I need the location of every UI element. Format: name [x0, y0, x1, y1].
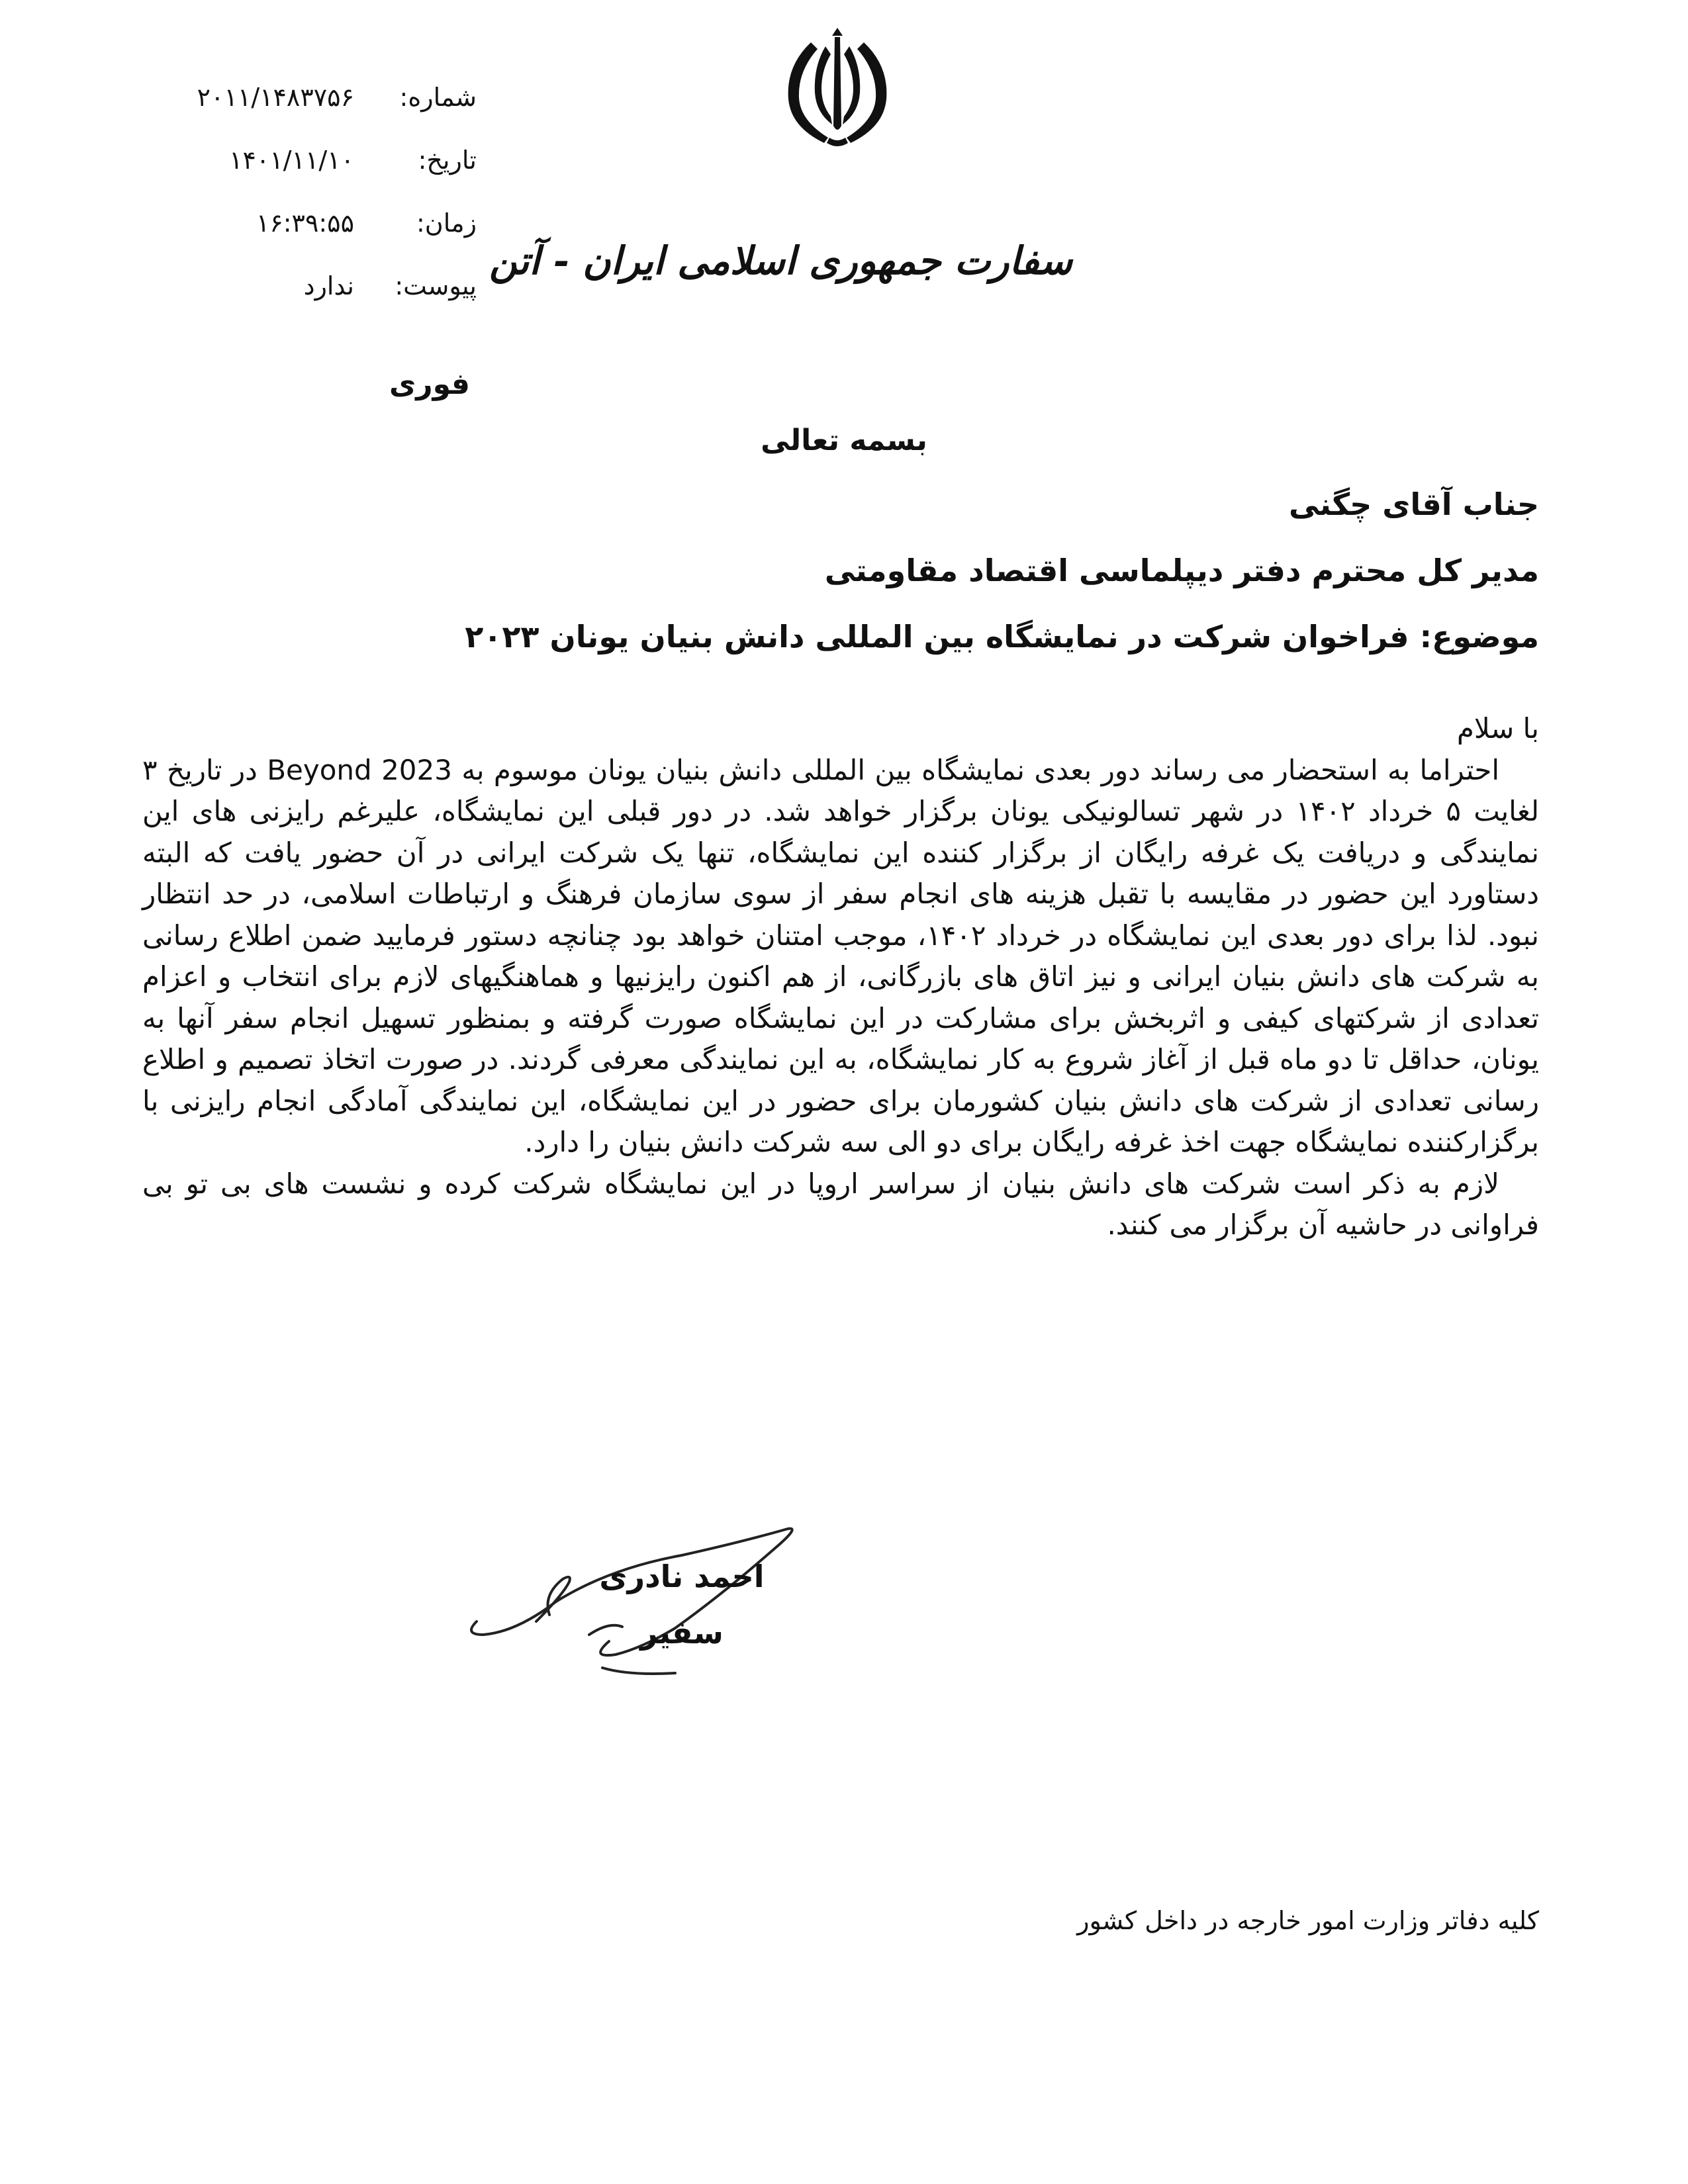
signature-block — [596, 1549, 768, 1668]
letter-subject: موضوع: فراخوان شرکت در نمایشگاه بین المللی دانش بنیان یونان ۲۰۲۳ — [465, 619, 1539, 655]
meta-attachment — [119, 271, 477, 311]
signer-title: سفیر — [640, 1615, 724, 1651]
body-paragraph-2: لازم به ذکر است شرکت های دانش بنیان از سراسر اروپا در این نمایشگاه شرکت کرده و نشست های بی تو بی فراوانی در حاشیه آن برگزار می کنند. — [142, 1167, 1539, 1241]
meta-attachment-label: پیوست: — [395, 271, 477, 300]
urgency-label: فوری — [389, 367, 470, 401]
greeting: با سلام — [1456, 712, 1539, 745]
meta-date-label: تاریخ: — [418, 146, 477, 175]
meta-attachment-value: ندارد — [303, 271, 354, 300]
iran-emblem-icon — [771, 20, 904, 152]
meta-time — [119, 208, 477, 248]
invocation-heading: بسمه تعالی — [761, 424, 927, 457]
carbon-copy-recipients: کلیه دفاتر وزارت امور خارجه در داخل کشور — [1077, 1906, 1539, 1935]
meta-time-value: ۱۶:۳۹:۵۵ — [256, 208, 354, 238]
meta-number — [119, 83, 477, 122]
signer-name: احمد نادری — [599, 1559, 765, 1594]
meta-date — [119, 146, 477, 185]
recipient-name: جناب آقای چگنی — [1289, 486, 1539, 522]
meta-date-value: ۱۴۰۱/۱۱/۱۰ — [229, 146, 354, 175]
meta-time-label: زمان: — [416, 208, 477, 238]
recipient-title: مدیر کل محترم دفتر دیپلماسی اقتصاد مقاومتی — [824, 553, 1539, 588]
body-paragraph-1: احتراما به استحضار می رساند دور بعدی نمایشگاه بین المللی دانش بنیان یونان موسوم به Beyond 2023 در تاریخ ۳ لغایت ۵ خرداد ۱۴۰۲ در شهر تسالونیکی یونان برگزار خواهد شد. در دور قبلی این نمایشگاه، علیرغم رایزنی های این نمایندگی و دریافت یک غرفه رایگان از برگزار کننده این نمایشگاه، تنها یک شرکت ایرانی در آن حضور یافت که البته دستاورد این حضور در مقایسه با تقبل هزینه های انجام سفر از سوی سازمان فرهنگ و ارتباطات اسلامی، در حد انتظار نبود. لذا برای دور بعدی این نمایشگاه در خرداد ۱۴۰۲، موجب امتنان خواهد بود چنانچه دستور فرمایید ضمن اطلاع رسانی به شرکت های دانش بنیان ایرانی و نیز اتاق های بازرگانی، از هم اکنون رایزنیها و هماهنگیهای لازم برای انتخاب و اعزام تعدادی از شرکتهای کیفی و اثربخش برای مشارکت در این نمایشگاه صورت گرفته و بمنظور تسهیل انجام سفر آنها به یونان، حداقل تا دو ماه قبل از آغاز شروع به کار نمایشگاه، به این نمایندگی معرفی گردند. در صورت اتخاذ تصمیم و اطلاع رسانی تعدادی از شرکت های دانش بنیان کشورمان برای حضور در این نمایشگاه، این نمایندگی آمادگی انجام رایزنی با برگزارکننده نمایشگاه جهت اخذ غرفه رایگان برای دو الی سه شرکت دانش بنیان را دارد. — [142, 753, 1539, 1158]
meta-number-value: ۲۰۱۱/۱۴۸۳۷۵۶ — [197, 83, 354, 112]
letter-body — [142, 708, 1539, 1246]
meta-number-label: شماره: — [399, 83, 477, 112]
embassy-name: سفارت جمهوری اسلامی ایران - آتن — [489, 238, 1072, 283]
